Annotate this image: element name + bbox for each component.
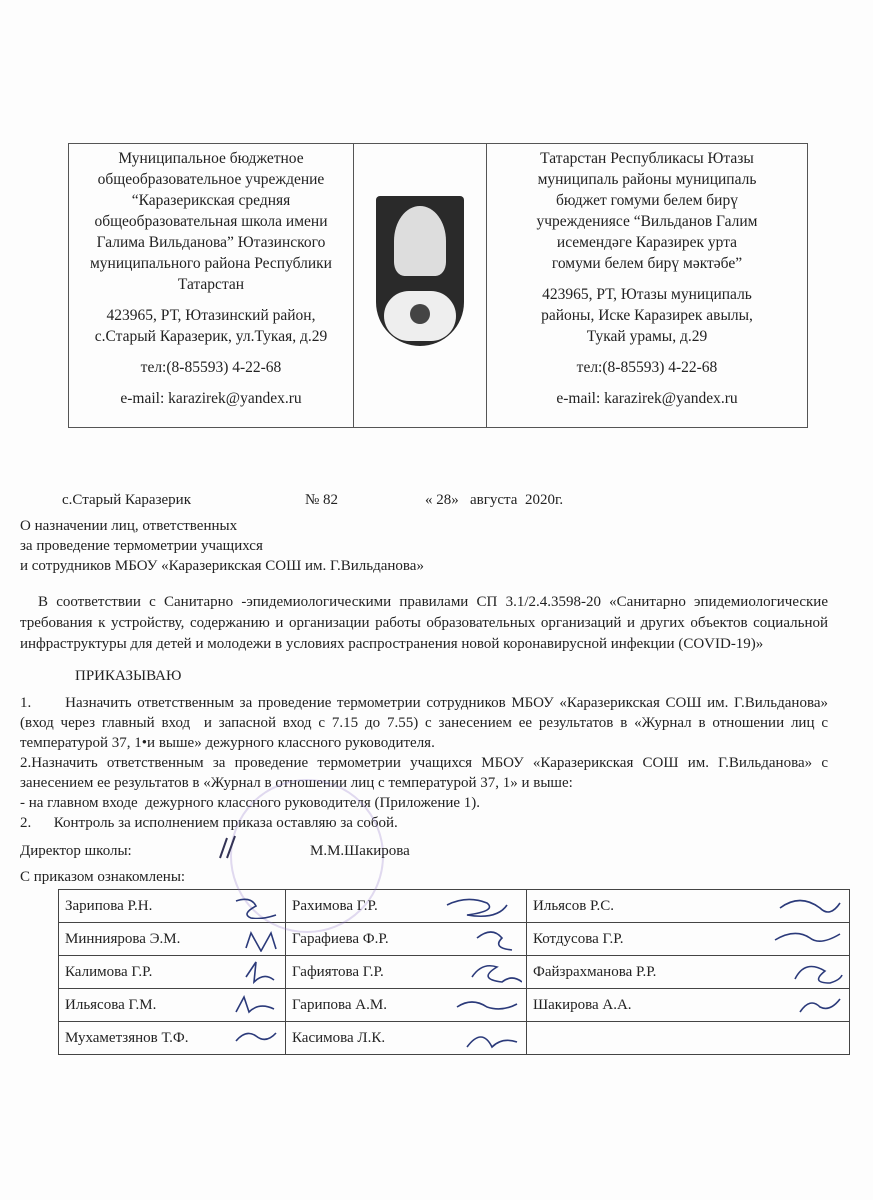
phone-ru: тел:(8-85593) 4-22-68 xyxy=(140,359,282,376)
director-signature-icon xyxy=(215,833,245,863)
acknowledgement-label: С приказом ознакомлены: xyxy=(20,869,186,885)
org-name-ru: Муниципальное бюджетное общеобразовательное учреждение “Каразерикская средняя общеобразовательная школа имени Галима Вильданова” Ютазинского муниципального района Республики Татарстан xyxy=(90,150,332,293)
signature-icon xyxy=(231,893,281,919)
preamble: В соответствии с Санитарно -эпидемиологическими правилами СП 3.1/2.4.3598-20 «Санитарно эпидемиологические требования к устройству, содержанию и организации работы образовательных организаций и других объектов социальной инфраструктуры для детей и молодежи в условиях распространения новой коронавирусной инфекции (COVID-19)» xyxy=(20,594,828,652)
signature-icon xyxy=(790,959,845,985)
order-meta xyxy=(20,490,828,512)
table-row xyxy=(59,989,850,1022)
signature-icon xyxy=(452,992,522,1018)
letterhead-russian xyxy=(69,144,354,428)
table-row xyxy=(59,1022,850,1055)
command-heading: ПРИКАЗЫВАЮ xyxy=(75,668,182,684)
signature-icon xyxy=(775,893,845,919)
signatory xyxy=(527,1022,850,1055)
letterhead-tatar xyxy=(487,144,808,428)
order-items xyxy=(20,693,836,833)
order-date: « 28» августа 2020г. xyxy=(425,492,564,508)
order-number: № 82 xyxy=(305,492,339,508)
director-name: М.М.Шакирова xyxy=(310,843,410,859)
signatory: Рахимова Г.Р. xyxy=(292,898,378,914)
signatory: Гарафиева Ф.Р. xyxy=(292,931,389,947)
director-label: Директор школы: xyxy=(20,843,132,859)
signature-icon xyxy=(770,926,845,952)
coat-of-arms-icon xyxy=(376,196,464,346)
signatory: Мухаметзянов Т.Ф. xyxy=(65,1030,189,1046)
signature-icon xyxy=(241,926,281,952)
table-row xyxy=(59,890,850,923)
signatory: Минниярова Э.М. xyxy=(65,931,181,947)
address-ru: 423965, РТ, Ютазинский район, с.Старый Каразерик, ул.Тукая, д.29 xyxy=(94,307,328,345)
signature-icon xyxy=(231,992,281,1018)
order-place: с.Старый Каразерик xyxy=(62,492,191,508)
signatory: Ильясов Р.С. xyxy=(533,898,615,914)
signatory: Ильясова Г.М. xyxy=(65,997,157,1013)
order-item: 2. Контроль за исполнением приказа оставляю за собой. xyxy=(20,815,398,831)
order-body xyxy=(20,490,836,1055)
order-item: 2.Назначить ответственным за проведение термометрии учащихся МБОУ «Каразерикская СОШ им. Г.Вильданова» с занесением ее результатов в «Журнал в отношении лиц с температурой 37, 1» и выше: xyxy=(20,755,832,791)
signature-icon xyxy=(231,1025,281,1051)
signatory: Котдусова Г.Р. xyxy=(533,931,624,947)
email-tt: e-mail: karazirek@yandex.ru xyxy=(556,390,738,407)
signatory: Файзрахманова Р.Р. xyxy=(533,964,657,980)
signature-icon xyxy=(462,1025,522,1051)
signatory: Калимова Г.Р. xyxy=(65,964,153,980)
order-item: - на главном входе дежурного классного руководителя (Приложение 1). xyxy=(20,795,481,811)
signatory: Зарипова Р.Н. xyxy=(65,898,153,914)
letterhead xyxy=(68,143,808,428)
address-tt: 423965, РТ, Ютазы муниципаль районы, Иске Каразирек авылы, Тукай урамы, д.29 xyxy=(541,286,753,345)
order-subject: О назначении лиц, ответственных за проведение термометрии учащихся и сотрудников МБОУ «Каразерикская СОШ им. Г.Вильданова» xyxy=(20,518,424,574)
table-row xyxy=(59,923,850,956)
table-row xyxy=(59,956,850,989)
signature-icon xyxy=(467,959,522,985)
signatory: Гафиятова Г.Р. xyxy=(292,964,384,980)
order-item: 1. Назначить ответственным за проведение термометрии сотрудников МБОУ «Каразерикская СОШ им. Г.Вильданова» (вход через главный вход и запасной вход с 7.15 до 7.55) с занесением ее результатов в «Журнал в отношении лиц с температурой 37, 1•и выше» дежурного классного руководителя. xyxy=(20,695,836,751)
signature-icon xyxy=(241,959,281,985)
signature-table xyxy=(58,889,850,1055)
signatory: Касимова Л.К. xyxy=(292,1030,386,1046)
org-name-tt: Татарстан Республикасы Ютазы муниципаль районы муниципаль бюджет гомуми белем бирү учреждениясе “Вильданов Галим исемендәге Каразирек урта гомуми белем бирү мәктәбе” xyxy=(536,150,758,272)
coat-of-arms-cell xyxy=(354,144,487,428)
signature-icon xyxy=(442,893,522,919)
phone-tt: тел:(8-85593) 4-22-68 xyxy=(576,359,718,376)
director-row xyxy=(20,839,828,863)
email-ru: e-mail: karazirek@yandex.ru xyxy=(120,390,302,407)
signatory: Шакирова А.А. xyxy=(533,997,632,1013)
signature-icon xyxy=(472,926,522,952)
signature-icon xyxy=(795,992,845,1018)
signatory: Гарипова А.М. xyxy=(292,997,387,1013)
